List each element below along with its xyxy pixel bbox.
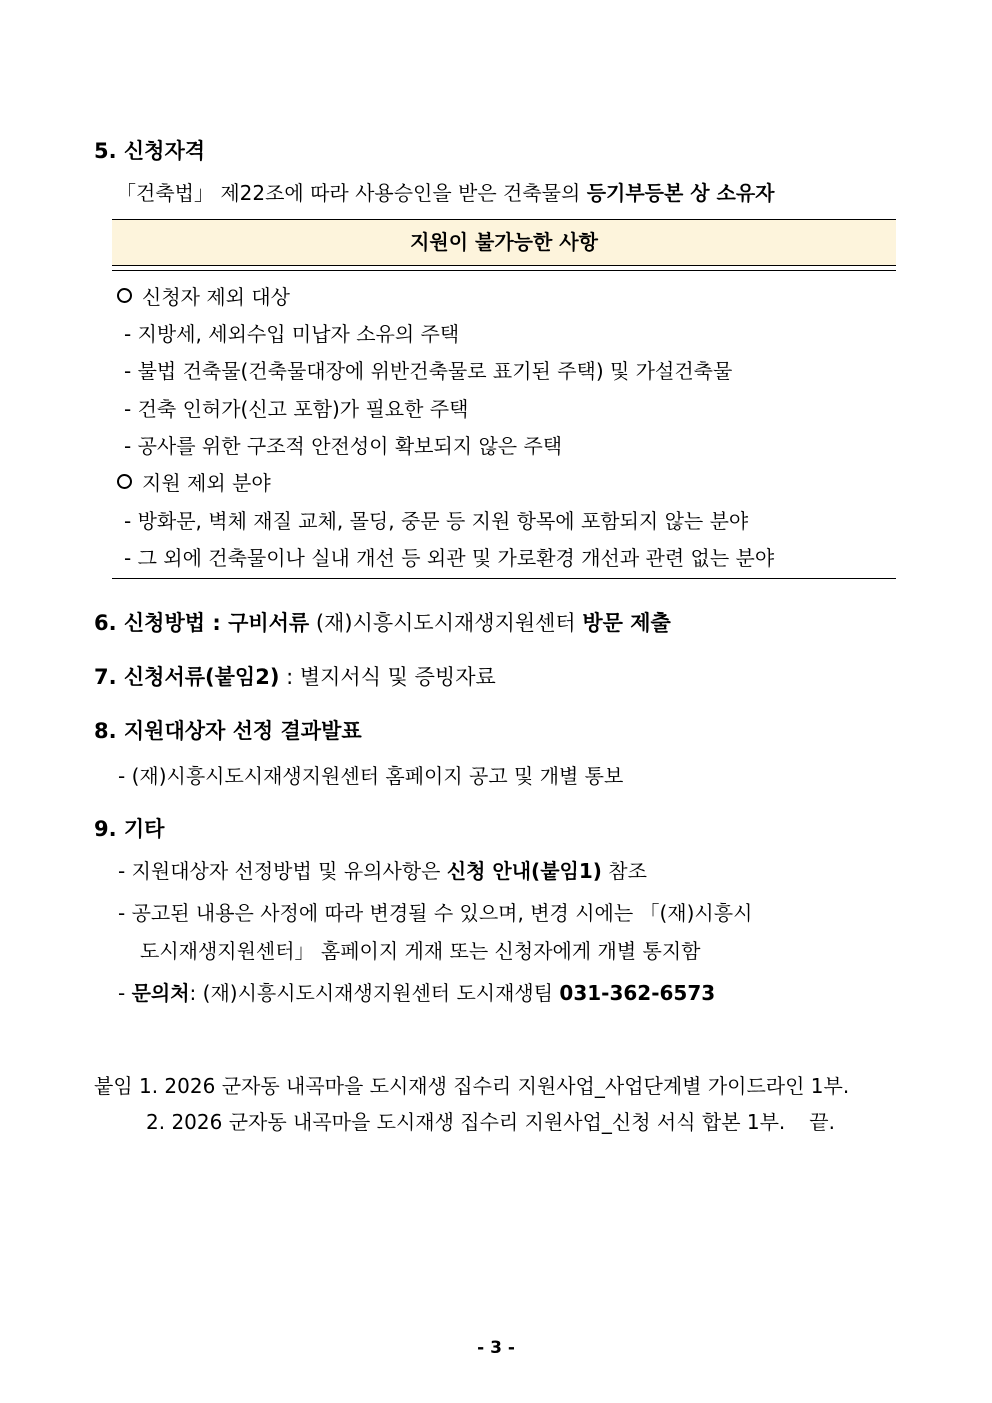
section-8-heading: 8. 지원대상자 선정 결과발표 <box>94 719 362 743</box>
section-7-heading: 7. 신청서류(붙임2) <box>94 665 280 689</box>
box-group2-title <box>117 467 271 496</box>
section-5-text-bold: 등기부등본 상 소유자 <box>586 181 775 205</box>
section-9-item-3-label: 문의처 <box>131 981 190 1005</box>
contact-phone: 031-362-6573 <box>559 981 716 1005</box>
box-group2-item: - 방화문, 벽체 재질 교체, 몰딩, 중문 등 지원 항목에 포함되지 않는 분야 <box>124 509 749 533</box>
section-9-item-1-bold: 신청 안내(붙임1) <box>446 859 602 883</box>
section-9-item-2-line-2: 도시재생지원센터」 홈페이지 게재 또는 신청자에게 개별 통지함 <box>140 939 701 963</box>
section-9-item-3-dash: - <box>118 981 132 1005</box>
section-6 <box>94 607 671 637</box>
section-5-text <box>116 177 775 206</box>
section-5-heading: 5. 신청자격 <box>94 139 206 163</box>
box-header-double-rule <box>112 265 896 271</box>
section-9-item-1-prefix: - 지원대상자 선정방법 및 유의사항은 <box>118 859 447 883</box>
attachment-line-2 <box>146 1106 835 1135</box>
section-7-text: : 별지서식 및 증빙자료 <box>279 665 496 689</box>
box-title: 지원이 불가능한 사항 <box>410 230 598 254</box>
section-6-text: (재)시흥시도시재생지원센터 <box>309 611 583 635</box>
section-7 <box>94 661 496 691</box>
section-6-bold: 방문 제출 <box>582 611 671 635</box>
box-group1-item: - 불법 건축물(건축물대장에 위반건축물로 표기된 주택) 및 가설건축물 <box>124 359 733 383</box>
section-9-item-2-line-1: - 공고된 내용은 사정에 따라 변경될 수 있으며, 변경 시에는 「(재)시흥시 <box>118 901 753 925</box>
circle-bullet-icon <box>117 288 132 303</box>
box-group2-item: - 그 외에 건축물이나 실내 개선 등 외관 및 가로환경 개선과 관련 없는 분야 <box>124 546 775 570</box>
section-9-heading: 9. 기타 <box>94 817 165 841</box>
attachment-line-1: 붙임 1. 2026 군자동 내곡마을 도시재생 집수리 지원사업_사업단계별 가이드라인 1부. <box>94 1074 850 1098</box>
box-group1-title-text: 신청자 제외 대상 <box>142 285 290 309</box>
section-9-item-3 <box>118 977 715 1006</box>
circle-bullet-icon <box>117 474 132 489</box>
box-group1-title <box>117 281 290 310</box>
section-9-item-1-suffix: 참조 <box>601 859 647 883</box>
box-group2-title-text: 지원 제외 분야 <box>142 471 271 495</box>
section-9-item-3-text: : (재)시흥시도시재생지원센터 도시재생팀 <box>189 981 560 1005</box>
page-number: - 3 - <box>477 1338 515 1358</box>
section-9-item-1 <box>118 855 647 884</box>
box-bottom-rule <box>112 578 896 579</box>
section-6-heading: 6. 신청방법 : 구비서류 <box>94 611 310 635</box>
section-5-text-prefix: 「건축법」 제22조에 따라 사용승인을 받은 건축물의 <box>116 181 587 205</box>
box-group1-item: - 건축 인허가(신고 포함)가 필요한 주택 <box>124 397 469 421</box>
attachment-line-2-text: 2. 2026 군자동 내곡마을 도시재생 집수리 지원사업_신청 서식 합본 1부. <box>146 1110 786 1134</box>
end-mark: 끝. <box>809 1110 835 1134</box>
box-group1-item: - 공사를 위한 구조적 안전성이 확보되지 않은 주택 <box>124 434 563 458</box>
section-8-item: - (재)시흥시도시재생지원센터 홈페이지 공고 및 개별 통보 <box>118 764 624 788</box>
box-group1-item: - 지방세, 세외수입 미납자 소유의 주택 <box>124 322 460 346</box>
